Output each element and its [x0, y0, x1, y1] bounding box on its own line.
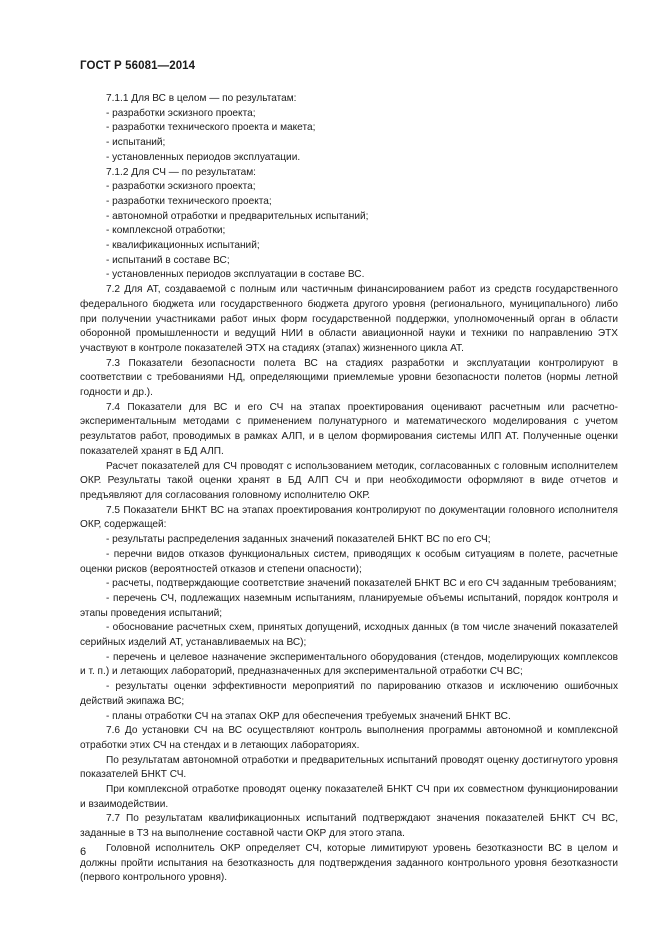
list-item: - разработки технического проекта;	[106, 195, 272, 207]
document-body	[80, 92, 618, 886]
paragraph: - перечень и целевое назначение экспериментального оборудования (стендов, моделирующих комплексов и т. п.) и летающих лабораторий, предназначенных для экспериментальной отработки СЧ ВС;	[80, 651, 618, 678]
page-number: 6	[80, 846, 87, 858]
paragraph: - перечень СЧ, подлежащих наземным испытаниям, планируемые объемы испытаний, порядок контроля и этапы проведения испытаний;	[80, 592, 618, 619]
paragraph: - перечни видов отказов функциональных систем, приводящих к особым ситуациям в полете, расчетные оценки рисков (вероятностей отказов и степени опасности);	[80, 548, 618, 575]
document-header: ГОСТ Р 56081—2014	[80, 60, 196, 72]
paragraph: При комплексной отработке проводят оценку показателей БНКТ СЧ при их совместном функционировании и взаимодействии.	[80, 784, 618, 810]
paragraph: 7.4 Показатели для ВС и его СЧ на этапах проектирования оценивают расчетным или расчетно-экспериментальным методами с применением полунатурного и математического моделирования с учетом результатов работ, проводимых в рамках АЛП, и в целом формирования системы ИЛП АТ. Полученные оценки показателей хранят в БД АЛП.	[80, 401, 618, 457]
list-item: - комплексной отработки;	[106, 225, 226, 237]
list-item: - установленных периодов эксплуатации.	[106, 151, 301, 163]
list-item: - разработки эскизного проекта;	[106, 107, 256, 119]
list-item: - испытаний;	[106, 137, 166, 149]
paragraph: - обоснование расчетных схем, принятых допущений, исходных данных (в том числе значений показателей серийных изделий АТ, устанавливаемых на ВС);	[80, 622, 618, 649]
paragraph: 7.6 До установки СЧ на ВС осуществляют контроль выполнения программы автономной и комплексной отработки этих СЧ на стендах и в летающих лабораториях.	[80, 725, 618, 751]
paragraph: 7.7 По результатам квалификационных испытаний подтверждают значения показателей БНКТ СЧ ВС, заданные в ТЗ на выполнение составной части ОКР для этого этапа.	[80, 813, 618, 840]
paragraph: 7.5 Показатели БНКТ ВС на этапах проектирования контролируют по документации головного исполнителя ОКР, содержащей:	[80, 504, 618, 531]
paragraph: - расчеты, подтверждающие соответствие значений показателей БНКТ ВС и его СЧ заданным требованиям;	[106, 578, 617, 590]
list-item: - автономной отработки и предварительных испытаний;	[106, 210, 369, 222]
paragraph: 7.1.1 Для ВС в целом — по результатам:	[106, 93, 297, 104]
paragraph: 7.2 Для АТ, создаваемой с полным или частичным финансированием работ из средств государственного федерального бюджета или государственного бюджета другого уровня (регионального, муниципального) либо при получении участниками работ иных форм государственной поддержки, уполномоченный орган в области оборонной промышленности и ведущий НИИ в области авиационной науки и техники по направлению ЭТХ участвуют в контроле показателей ЭТХ на стадиях (этапах) жизненного цикла АТ.	[80, 284, 618, 354]
list-item: - разработки технического проекта и макета;	[106, 122, 316, 134]
list-item: - установленных периодов эксплуатации в составе ВС.	[106, 269, 365, 281]
paragraph: - планы отработки СЧ на этапах ОКР для обеспечения требуемых значений БНКТ ВС.	[106, 710, 511, 722]
paragraph: 7.3 Показатели безопасности полета ВС на стадиях разработки и эксплуатации контролируют в соответствии с требованиями НД, определяющими приемлемые уровни безопасности полетов (нормы летной годности и др.).	[80, 357, 618, 399]
paragraph: - результаты оценки эффективности мероприятий по парированию отказов и исключению ошибочных действий экипажа ВС;	[80, 681, 618, 707]
paragraph: Расчет показателей для СЧ проводят с использованием методик, согласованных с головным исполнителем ОКР. Результаты такой оценки хранят в БД АЛП СЧ и при необходимости оформляют в виде отчетов и предъявляют для согласования головному исполнителю ОКР.	[80, 460, 618, 501]
paragraph: - результаты распределения заданных значений показателей БНКТ ВС по его СЧ;	[106, 534, 491, 546]
list-item: - испытаний в составе ВС;	[106, 254, 230, 266]
list-item: - разработки эскизного проекта;	[106, 181, 256, 193]
paragraph: По результатам автономной отработки и предварительных испытаний проводят оценку достигнутого уровня показателей БНКТ СЧ.	[80, 754, 618, 781]
paragraph: Головной исполнитель ОКР определяет СЧ, которые лимитируют уровень безотказности ВС в целом и должны пройти испытания на безотказность для подтверждения заданного контрольного уровня безотказности (первого контрольного уровня).	[80, 842, 618, 884]
list-item: - квалификационных испытаний;	[106, 240, 260, 252]
paragraph: 7.1.2 Для СЧ — по результатам:	[106, 166, 256, 178]
